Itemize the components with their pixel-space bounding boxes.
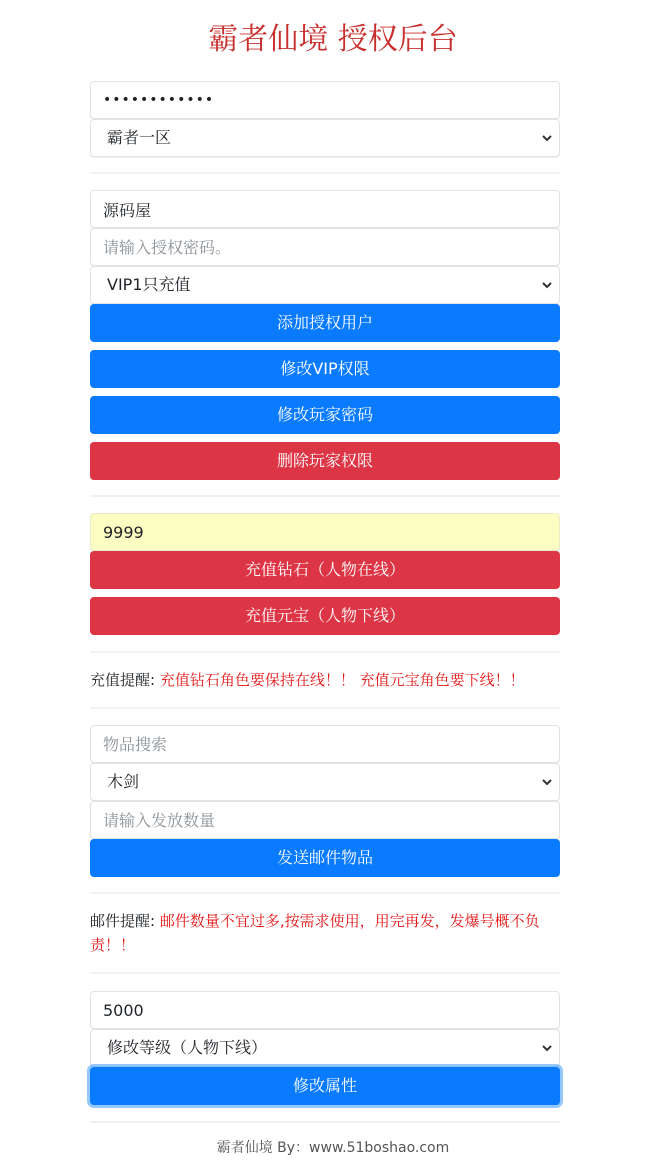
attribute-type-select-value: 修改等级（人物下线） [107, 1038, 268, 1057]
footer-credit: 霸者仙境 By：www.51boshao.com [216, 1140, 450, 1156]
divider [90, 495, 560, 497]
delete-player-permission-button[interactable]: 删除玩家权限 [90, 442, 560, 480]
item-select-value: 木剑 [107, 772, 140, 791]
recharge-diamond-button[interactable]: 充值钻石（人物在线） [90, 551, 560, 589]
item-search-input[interactable] [90, 725, 560, 763]
username-input[interactable] [90, 190, 560, 228]
modify-player-password-button[interactable]: 修改玩家密码 [90, 396, 560, 434]
chevron-down-icon [541, 279, 553, 291]
chevron-down-icon [541, 776, 553, 788]
attribute-type-select[interactable] [90, 1029, 560, 1067]
vip-level-select[interactable] [90, 266, 560, 304]
auth-password-input[interactable] [90, 228, 560, 266]
modify-vip-button[interactable]: 修改VIP权限 [90, 350, 560, 388]
server-select[interactable] [90, 119, 560, 157]
attribute-value-input[interactable] [90, 991, 560, 1029]
page-title: 霸者仙境 授权后台 [208, 22, 458, 57]
mail-notice-label: 邮件提醒: [90, 912, 160, 930]
divider [90, 707, 560, 709]
recharge-yuanbao-button[interactable]: 充值元宝（人物下线） [90, 597, 560, 635]
recharge-notice-label: 充值提醒: [90, 671, 160, 689]
vip-level-select-value: VIP1只充值 [107, 275, 191, 294]
chevron-down-icon [541, 132, 553, 144]
item-select[interactable] [90, 763, 560, 801]
recharge-notice-text: 充值钻石角色要保持在线！！ 充值元宝角色要下线！！ [159, 671, 525, 689]
divider [90, 972, 560, 974]
admin-password-input[interactable] [90, 81, 560, 119]
divider [90, 1121, 560, 1123]
recharge-notice [90, 668, 560, 692]
send-mail-item-button[interactable]: 发送邮件物品 [90, 839, 560, 877]
divider [90, 172, 560, 174]
divider [90, 892, 560, 894]
mail-notice-text: 邮件数量不宜过多,按需求使用，用完再发，发爆号概不负责！！ [90, 912, 540, 954]
server-select-value: 霸者一区 [107, 128, 172, 147]
recharge-amount-input[interactable] [90, 513, 560, 551]
chevron-down-icon [541, 1042, 553, 1054]
add-auth-user-button[interactable]: 添加授权用户 [90, 304, 560, 342]
modify-attribute-button[interactable]: 修改属性 [90, 1067, 560, 1105]
divider [90, 651, 560, 653]
mail-quantity-input[interactable] [90, 801, 560, 839]
mail-notice [90, 909, 560, 957]
